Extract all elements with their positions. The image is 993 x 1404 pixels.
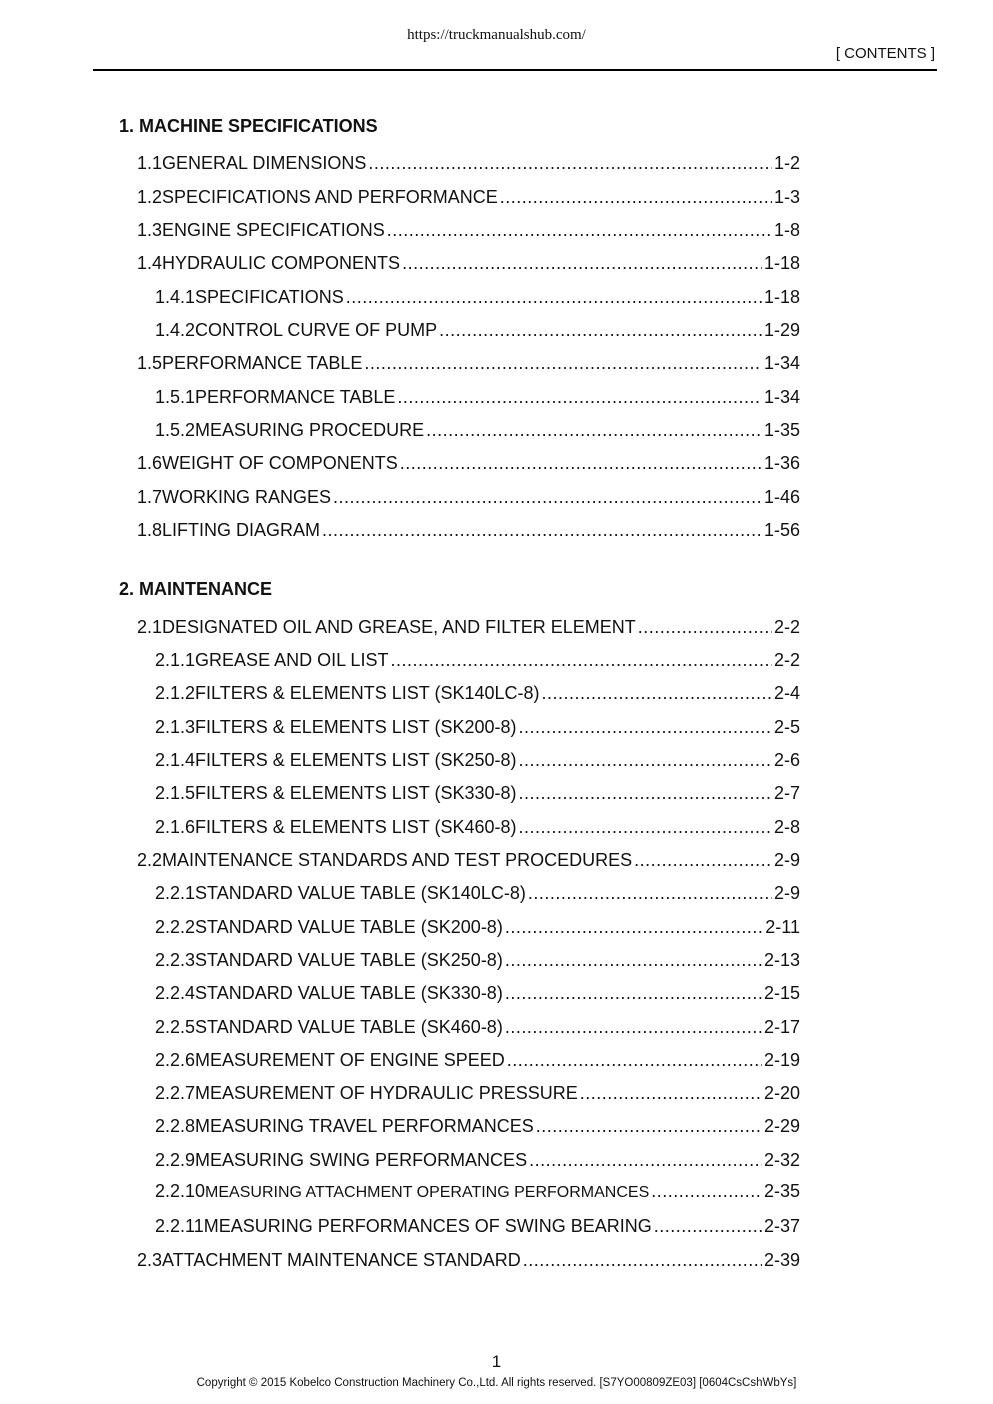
entry-number: 2.1.4 — [155, 750, 196, 770]
entry-page: 2-8 — [773, 817, 800, 837]
dot-leader — [518, 750, 772, 771]
dot-leader — [507, 1050, 762, 1071]
entry-number: 2.2.9 — [155, 1150, 196, 1170]
toc-entry[interactable] — [137, 487, 800, 513]
toc-entry[interactable] — [137, 253, 800, 279]
entry-page: 1-36 — [763, 453, 800, 473]
entry-title: MEASURING PERFORMANCES OF SWING BEARING — [203, 1216, 652, 1236]
entry-title: FILTERS & ELEMENTS LIST (SK140LC-8) — [195, 683, 540, 703]
entry-title: MEASURING SWING PERFORMANCES — [195, 1150, 528, 1170]
toc-entry[interactable] — [137, 220, 800, 246]
entry-number: 1.4 — [137, 253, 163, 273]
toc-entry[interactable] — [137, 353, 800, 379]
dot-leader — [634, 850, 772, 871]
entry-title: WORKING RANGES — [162, 487, 332, 507]
toc-entry[interactable] — [155, 1116, 800, 1142]
entry-page: 1-8 — [773, 220, 800, 240]
entry-number: 2.2.6 — [155, 1050, 196, 1070]
entry-title: FILTERS & ELEMENTS LIST (SK200-8) — [195, 717, 517, 737]
copyright-notice: Copyright © 2015 Kobelco Construction Machinery Co.,Ltd. All rights reserved. [S7YO00809ZE03] [0604CsCshWbYs] — [196, 1377, 797, 1389]
dot-leader — [638, 617, 772, 638]
dot-leader — [542, 683, 772, 704]
entry-page: 2-2 — [773, 617, 800, 637]
toc-entry[interactable] — [155, 783, 800, 809]
entry-title: MEASURING TRAVEL PERFORMANCES — [195, 1116, 534, 1136]
dot-leader — [364, 353, 762, 374]
entry-number: 2.1.1 — [155, 650, 196, 670]
entry-title: HYDRAULIC COMPONENTS — [162, 253, 401, 273]
entry-number: 1.5.1 — [155, 387, 196, 407]
entry-number: 2.2.2 — [155, 917, 196, 937]
toc-entry[interactable] — [155, 1083, 800, 1109]
toc-entry[interactable] — [155, 387, 800, 413]
entry-number: 1.3 — [137, 220, 163, 240]
dot-leader — [580, 1083, 762, 1104]
entry-title: MEASURING PROCEDURE — [195, 420, 425, 440]
entry-title: MEASUREMENT OF HYDRAULIC PRESSURE — [195, 1083, 578, 1103]
section-title-maintenance: 2. MAINTENANCE — [119, 579, 273, 599]
dot-leader — [518, 717, 772, 738]
entry-number: 1.5 — [137, 353, 163, 373]
toc-entry[interactable] — [155, 1216, 800, 1242]
entry-page: 1-18 — [763, 287, 800, 307]
toc-entry[interactable] — [155, 750, 800, 776]
toc-entry[interactable] — [155, 287, 800, 313]
toc-entry[interactable] — [137, 453, 800, 479]
entry-page: 1-35 — [763, 420, 800, 440]
section-title-machine-specifications: 1. MACHINE SPECIFICATIONS — [119, 116, 378, 136]
toc-entry[interactable] — [155, 1017, 800, 1043]
toc-entry[interactable] — [155, 883, 800, 909]
entry-number: 2.2.10 — [155, 1181, 206, 1201]
entry-number: 1.1 — [137, 153, 163, 173]
entry-title: STANDARD VALUE TABLE (SK200-8) — [195, 917, 503, 937]
toc-entry[interactable] — [155, 950, 800, 976]
dot-leader — [529, 1150, 762, 1171]
entry-page: 2-32 — [763, 1150, 800, 1170]
dot-leader — [528, 883, 772, 904]
entry-title: ATTACHMENT MAINTENANCE STANDARD — [162, 1250, 521, 1270]
toc-entry[interactable] — [155, 650, 800, 676]
dot-leader — [322, 520, 762, 541]
entry-page: 1-29 — [763, 320, 800, 340]
entry-title: FILTERS & ELEMENTS LIST (SK330-8) — [195, 783, 517, 803]
entry-page: 2-9 — [773, 883, 800, 903]
toc-entry[interactable] — [137, 617, 800, 643]
entry-number: 2.1.2 — [155, 683, 196, 703]
entry-title: SPECIFICATIONS — [195, 287, 344, 307]
entry-title: FILTERS & ELEMENTS LIST (SK250-8) — [195, 750, 517, 770]
dot-leader — [505, 917, 763, 938]
entry-title: LIFTING DIAGRAM — [162, 520, 321, 540]
dot-leader — [439, 320, 762, 341]
entry-title: GENERAL DIMENSIONS — [162, 153, 367, 173]
entry-number: 2.2 — [137, 850, 163, 870]
entry-page: 2-17 — [763, 1017, 800, 1037]
entry-page: 1-18 — [763, 253, 800, 273]
entry-number: 2.2.7 — [155, 1083, 196, 1103]
entry-number: 2.1 — [137, 617, 163, 637]
entry-page: 2-37 — [763, 1216, 800, 1236]
entry-page: 1-3 — [773, 187, 800, 207]
entry-page: 2-6 — [773, 750, 800, 770]
entry-title: GREASE AND OIL LIST — [195, 650, 389, 670]
entry-number: 2.2.4 — [155, 983, 196, 1003]
entry-number: 1.5.2 — [155, 420, 196, 440]
entry-title: SPECIFICATIONS AND PERFORMANCE — [162, 187, 498, 207]
entry-title: STANDARD VALUE TABLE (SK330-8) — [195, 983, 503, 1003]
entry-page: 1-34 — [763, 387, 800, 407]
entry-number: 2.2.1 — [155, 883, 196, 903]
toc-entry[interactable] — [155, 420, 800, 446]
entry-number: 2.2.3 — [155, 950, 196, 970]
entry-title: FILTERS & ELEMENTS LIST (SK460-8) — [195, 817, 517, 837]
dot-leader — [518, 783, 772, 804]
dot-leader — [400, 453, 762, 474]
entry-title: CONTROL CURVE OF PUMP — [195, 320, 438, 340]
entry-page: 2-2 — [773, 650, 800, 670]
toc-entry[interactable] — [155, 983, 800, 1009]
toc-entry[interactable] — [155, 320, 800, 346]
toc-entry[interactable] — [155, 917, 800, 943]
entry-number: 2.2.5 — [155, 1017, 196, 1037]
dot-leader — [523, 1250, 762, 1271]
entry-page: 2-20 — [763, 1083, 800, 1103]
toc-entry[interactable] — [155, 1050, 800, 1076]
entry-number: 1.6 — [137, 453, 163, 473]
dot-leader — [536, 1116, 762, 1137]
toc-entry[interactable] — [155, 683, 800, 709]
toc-entry[interactable] — [137, 520, 800, 546]
entry-page: 2-7 — [773, 783, 800, 803]
entry-page: 1-34 — [763, 353, 800, 373]
header-rule — [93, 69, 937, 71]
entry-title: DESIGNATED OIL AND GREASE, AND FILTER ELEMENT — [162, 617, 636, 637]
entry-number: 2.3 — [137, 1250, 163, 1270]
entry-title: PERFORMANCE TABLE — [162, 353, 363, 373]
entry-title: WEIGHT OF COMPONENTS — [162, 453, 398, 473]
entry-page: 2-5 — [773, 717, 800, 737]
entry-page: 2-4 — [773, 683, 800, 703]
dot-leader — [390, 650, 772, 671]
page-number: 1 — [491, 1352, 502, 1371]
entry-number: 2.2.8 — [155, 1116, 196, 1136]
entry-number: 1.8 — [137, 520, 163, 540]
entry-title: MEASUREMENT OF ENGINE SPEED — [195, 1050, 505, 1070]
entry-page: 2-15 — [763, 983, 800, 1003]
toc-entry[interactable] — [137, 1250, 800, 1276]
entry-page: 1-2 — [773, 153, 800, 173]
dot-leader — [654, 1216, 762, 1237]
toc-entry[interactable] — [137, 850, 800, 876]
dot-leader — [518, 817, 772, 838]
entry-number: 2.1.6 — [155, 817, 196, 837]
entry-number: 2.1.5 — [155, 783, 196, 803]
toc-entry[interactable] — [155, 1181, 800, 1207]
dot-leader — [368, 153, 772, 174]
entry-title: STANDARD VALUE TABLE (SK460-8) — [195, 1017, 503, 1037]
entry-number: 1.2 — [137, 187, 163, 207]
toc-entry[interactable] — [155, 1150, 800, 1176]
toc-entry[interactable] — [137, 187, 800, 213]
toc-entry[interactable] — [155, 717, 800, 743]
dot-leader — [333, 487, 762, 508]
dot-leader — [387, 220, 772, 241]
dot-leader — [651, 1181, 762, 1202]
dot-leader — [426, 420, 762, 441]
dot-leader — [505, 1017, 762, 1038]
entry-page: 2-11 — [765, 917, 800, 937]
entry-number: 2.1.3 — [155, 717, 196, 737]
dot-leader — [402, 253, 762, 274]
contents-label: [ CONTENTS ] — [835, 45, 935, 62]
entry-number: 2.2.11 — [155, 1216, 204, 1236]
entry-page: 2-39 — [763, 1250, 800, 1270]
header-url: https://truckmanualshub.com/ — [407, 27, 586, 43]
entry-title: ENGINE SPECIFICATIONS — [162, 220, 385, 240]
entry-number: 1.7 — [137, 487, 163, 507]
entry-number: 1.4.1 — [155, 287, 196, 307]
entry-number: 1.4.2 — [155, 320, 196, 340]
toc-entry[interactable] — [155, 817, 800, 843]
entry-page: 2-9 — [773, 850, 800, 870]
entry-page: 2-35 — [763, 1181, 800, 1201]
entry-title: MAINTENANCE STANDARDS AND TEST PROCEDURES — [162, 850, 633, 870]
dot-leader — [346, 287, 762, 308]
entry-title: MEASURING ATTACHMENT OPERATING PERFORMANCES — [205, 1184, 650, 1201]
entry-page: 1-46 — [763, 487, 800, 507]
dot-leader — [500, 187, 772, 208]
dot-leader — [397, 387, 762, 408]
dot-leader — [505, 983, 762, 1004]
entry-title: STANDARD VALUE TABLE (SK250-8) — [195, 950, 503, 970]
entry-page: 1-56 — [763, 520, 800, 540]
entry-page: 2-19 — [763, 1050, 800, 1070]
dot-leader — [505, 950, 762, 971]
entry-page: 2-29 — [763, 1116, 800, 1136]
entry-title: STANDARD VALUE TABLE (SK140LC-8) — [195, 883, 526, 903]
entry-page: 2-13 — [763, 950, 800, 970]
toc-entry[interactable] — [137, 153, 800, 179]
entry-title: PERFORMANCE TABLE — [195, 387, 396, 407]
